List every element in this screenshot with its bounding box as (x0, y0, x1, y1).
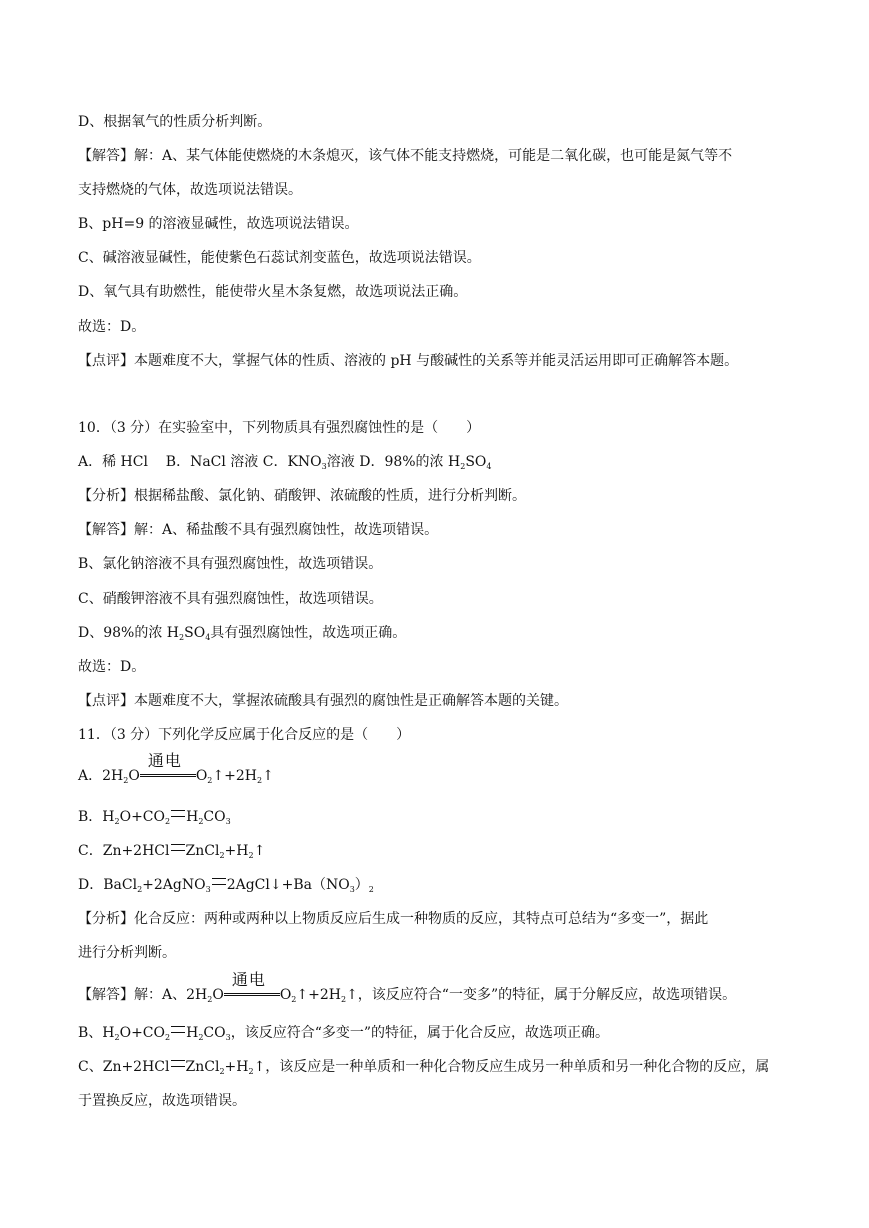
option-b: B．NaCl 溶液 (165, 454, 259, 470)
text-line: B、pH=9 的溶液显碱性，故选项说法错误。 (78, 216, 359, 232)
question-11-stem: 11．（3 分）下列化学反应属于化合反应的是（ ） (78, 727, 411, 743)
text-line: D、98%的浓 $H_2SO_4$具有强烈腐蚀性，故选项正确。 (78, 625, 407, 642)
text-line: D、氧气具有助燃性，能使带火星木条复燃，故选项说法正确。 (78, 284, 468, 300)
text-line: 进行分析判断。 (78, 945, 176, 961)
text-line: 故选：D。 (78, 659, 146, 675)
text-line: 【分析】根据稀盐酸、氯化钠、硝酸钾、浓硫酸的性质，进行分析判断。 (78, 488, 526, 504)
text-line: B、氯化钠溶液不具有强烈腐蚀性，故选项错误。 (78, 556, 383, 572)
text-line: 【点评】本题难度不大，掌握气体的性质、溶液的 pH 与酸碱性的关系等并能灵活运用即可正确解答本题。 (78, 353, 739, 369)
text-line: 支持燃烧的气体，故选项说法错误。 (78, 182, 302, 198)
option-c: C．Zn+2HCl $ZnCl_2+H_2↑$ (78, 843, 266, 860)
equals-sign (171, 1026, 185, 1033)
reaction-condition: 通电 (224, 985, 280, 999)
option-a: A．稀 HCl (78, 454, 148, 470)
option-d: D．BaCl$_2$+2AgNO$_3$ $2AgCl↓+Ba(NO_3)_2$ (78, 877, 374, 894)
text-line: 于置换反应，故选项错误。 (78, 1093, 246, 1109)
question-10-options (78, 453, 492, 476)
equals-sign (171, 1060, 185, 1067)
option-c: C．$KNO_3$溶液 (262, 454, 355, 471)
text-line: C、碱溶液显碱性，能使紫色石蕊试剂变蓝色，故选项说法错误。 (78, 250, 481, 266)
reaction-condition: 通电 (140, 766, 196, 780)
text-line: 【点评】本题难度不大，掌握浓硫酸具有强烈的腐蚀性是正确解答本题的关键。 (78, 693, 568, 709)
equals-sign (171, 844, 185, 851)
option-d: D．98%的浓 $H_2SO_4$ (359, 454, 492, 471)
answer-b: B、$H_2O+CO_2$ $H_2CO_3$，该反应符合“多变一”的特征，属于化合反应，故选项正确。 (78, 1025, 610, 1042)
answer-a: 【解答】解：A、$2H_2O$ 通电 $O_2↑+2H_2↑$，该反应符合“一变多”的特征，属于分解反应，故选项错误。 (78, 970, 737, 1004)
text-line: 故选：D。 (78, 319, 146, 335)
option-a: A．$2H_2O$ 通电 $O_2↑+2H_2↑$ (78, 751, 274, 785)
text-line: 【分析】化合反应：两种或两种以上物质反应后生成一种物质的反应，其特点可总结为“多变一”，据此 (78, 911, 709, 927)
text-line: C、硝酸钾溶液不具有强烈腐蚀性，故选项错误。 (78, 591, 383, 607)
question-10-stem: 10．（3 分）在实验室中，下列物质具有强烈腐蚀性的是（ ） (78, 420, 481, 436)
option-b: B．$H_2O+CO_2$ $H_2CO_3$ (78, 809, 231, 826)
equals-sign (212, 878, 226, 885)
text-line: D、根据氧气的性质分析判断。 (78, 114, 272, 130)
answer-c: C、Zn+2HCl $ZnCl_2+H_2↑$，该反应是一种单质和一种化合物反应生成另一种单质和另一种化合物的反应，属 (78, 1059, 770, 1076)
equals-sign (171, 810, 185, 817)
text-line: 【解答】解：A、某气体能使燃烧的木条熄灭，该气体不能支持燃烧，可能是二氧化碳，也可能是氮气等不 (78, 148, 733, 164)
text-line: 【解答】解：A、稀盐酸不具有强烈腐蚀性，故选项错误。 (78, 522, 439, 538)
